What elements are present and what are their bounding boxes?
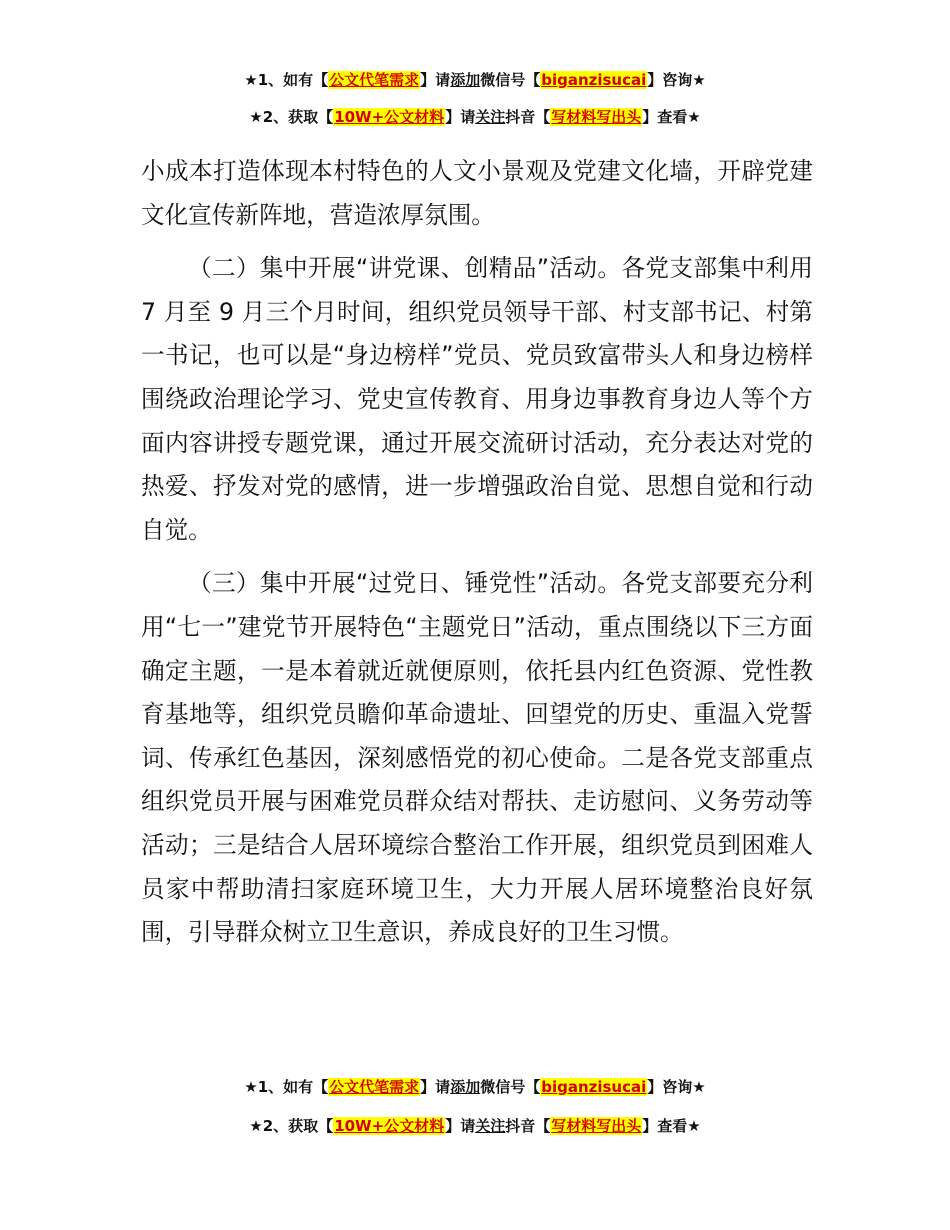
promo-banner-bottom-line1 (0, 1077, 950, 1097)
banner-text: 】请 (420, 71, 451, 89)
banner-text: 微信号【 (480, 1078, 541, 1096)
document-body (141, 150, 813, 955)
banner-underlined-word: 关注 (475, 108, 506, 126)
banner-highlight-douyin-account: 写材料写出头 (551, 1117, 642, 1135)
banner-highlight-materials: 10W+公文材料 (334, 1117, 445, 1135)
banner-underlined-word: 添加 (450, 1078, 481, 1096)
banner-text: 】请 (420, 1078, 451, 1096)
promo-banner-top-line2 (0, 107, 950, 127)
paragraph-section-three: （三）集中开展“过党日、锤党性”活动。各党支部要充分利用“七一”建党节开展特色“主题党日”活动，重点围绕以下三方面确定主题，一是本着就近就便原则，依托县内红色资源、党性教育基地等，组织党员瞻仰革命遗址、回望党的历史、重温入党誓词、传承红色基因，深刻感悟党的初心使命。二是各党支部重点组织党员开展与困难党员群众结对帮扶、走访慰问、义务劳动等活动；三是结合人居环境综合整治工作开展，组织党员到困难人员家中帮助清扫家庭环境卫生，大力开展人居环境整治良好氛围，引导群众树立卫生意识，养成良好的卫生习惯。 (141, 569, 813, 947)
banner-highlight-service: 公文代笔需求 (329, 71, 420, 89)
banner-prefix: ★2、获取【 (249, 1117, 334, 1135)
banner-prefix: ★1、如有【 (244, 71, 329, 89)
banner-highlight-service: 公文代笔需求 (329, 1078, 420, 1096)
banner-prefix: ★2、获取【 (249, 108, 334, 126)
banner-highlight-materials: 10W+公文材料 (334, 108, 445, 126)
banner-text: 抖音【 (505, 108, 551, 126)
paragraph-section-two: （二）集中开展“讲党课、创精品”活动。各党支部集中利用 7 月至 9 月三个月时间，组织党员领导干部、村支部书记、村第一书记，也可以是“身边榜样”党员、党员致富带头人和身边榜样围绕政治理论学习、党史宣传教育、用身边事教育身边人等个方面内容讲授专题党课，通过开展交流研讨活动，充分表达对党的热爱、抒发对党的感情，进一步增强政治自觉、思想自觉和行动自觉。 (141, 254, 813, 544)
banner-underlined-word: 添加 (450, 71, 481, 89)
promo-banner-bottom-line2 (0, 1116, 950, 1136)
banner-suffix: 】咨询★ (647, 71, 706, 89)
banner-underlined-word: 关注 (475, 1117, 506, 1135)
banner-text: 抖音【 (505, 1117, 551, 1135)
banner-text: 】请 (445, 108, 476, 126)
banner-text: 微信号【 (480, 71, 541, 89)
banner-highlight-douyin-account: 写材料写出头 (551, 108, 642, 126)
banner-suffix: 】查看★ (642, 1117, 701, 1135)
banner-highlight-wechat-id: biganzisucai (541, 1078, 647, 1096)
paragraph-continuation: 小成本打造体现本村特色的人文小景观及党建文化墙，开辟党建文化宣传新阵地，营造浓厚氛围。 (141, 157, 813, 229)
banner-highlight-wechat-id: biganzisucai (541, 71, 647, 89)
banner-suffix: 】咨询★ (647, 1078, 706, 1096)
banner-prefix: ★1、如有【 (244, 1078, 329, 1096)
banner-text: 】请 (445, 1117, 476, 1135)
promo-banner-top-line1 (0, 70, 950, 90)
banner-suffix: 】查看★ (642, 108, 701, 126)
